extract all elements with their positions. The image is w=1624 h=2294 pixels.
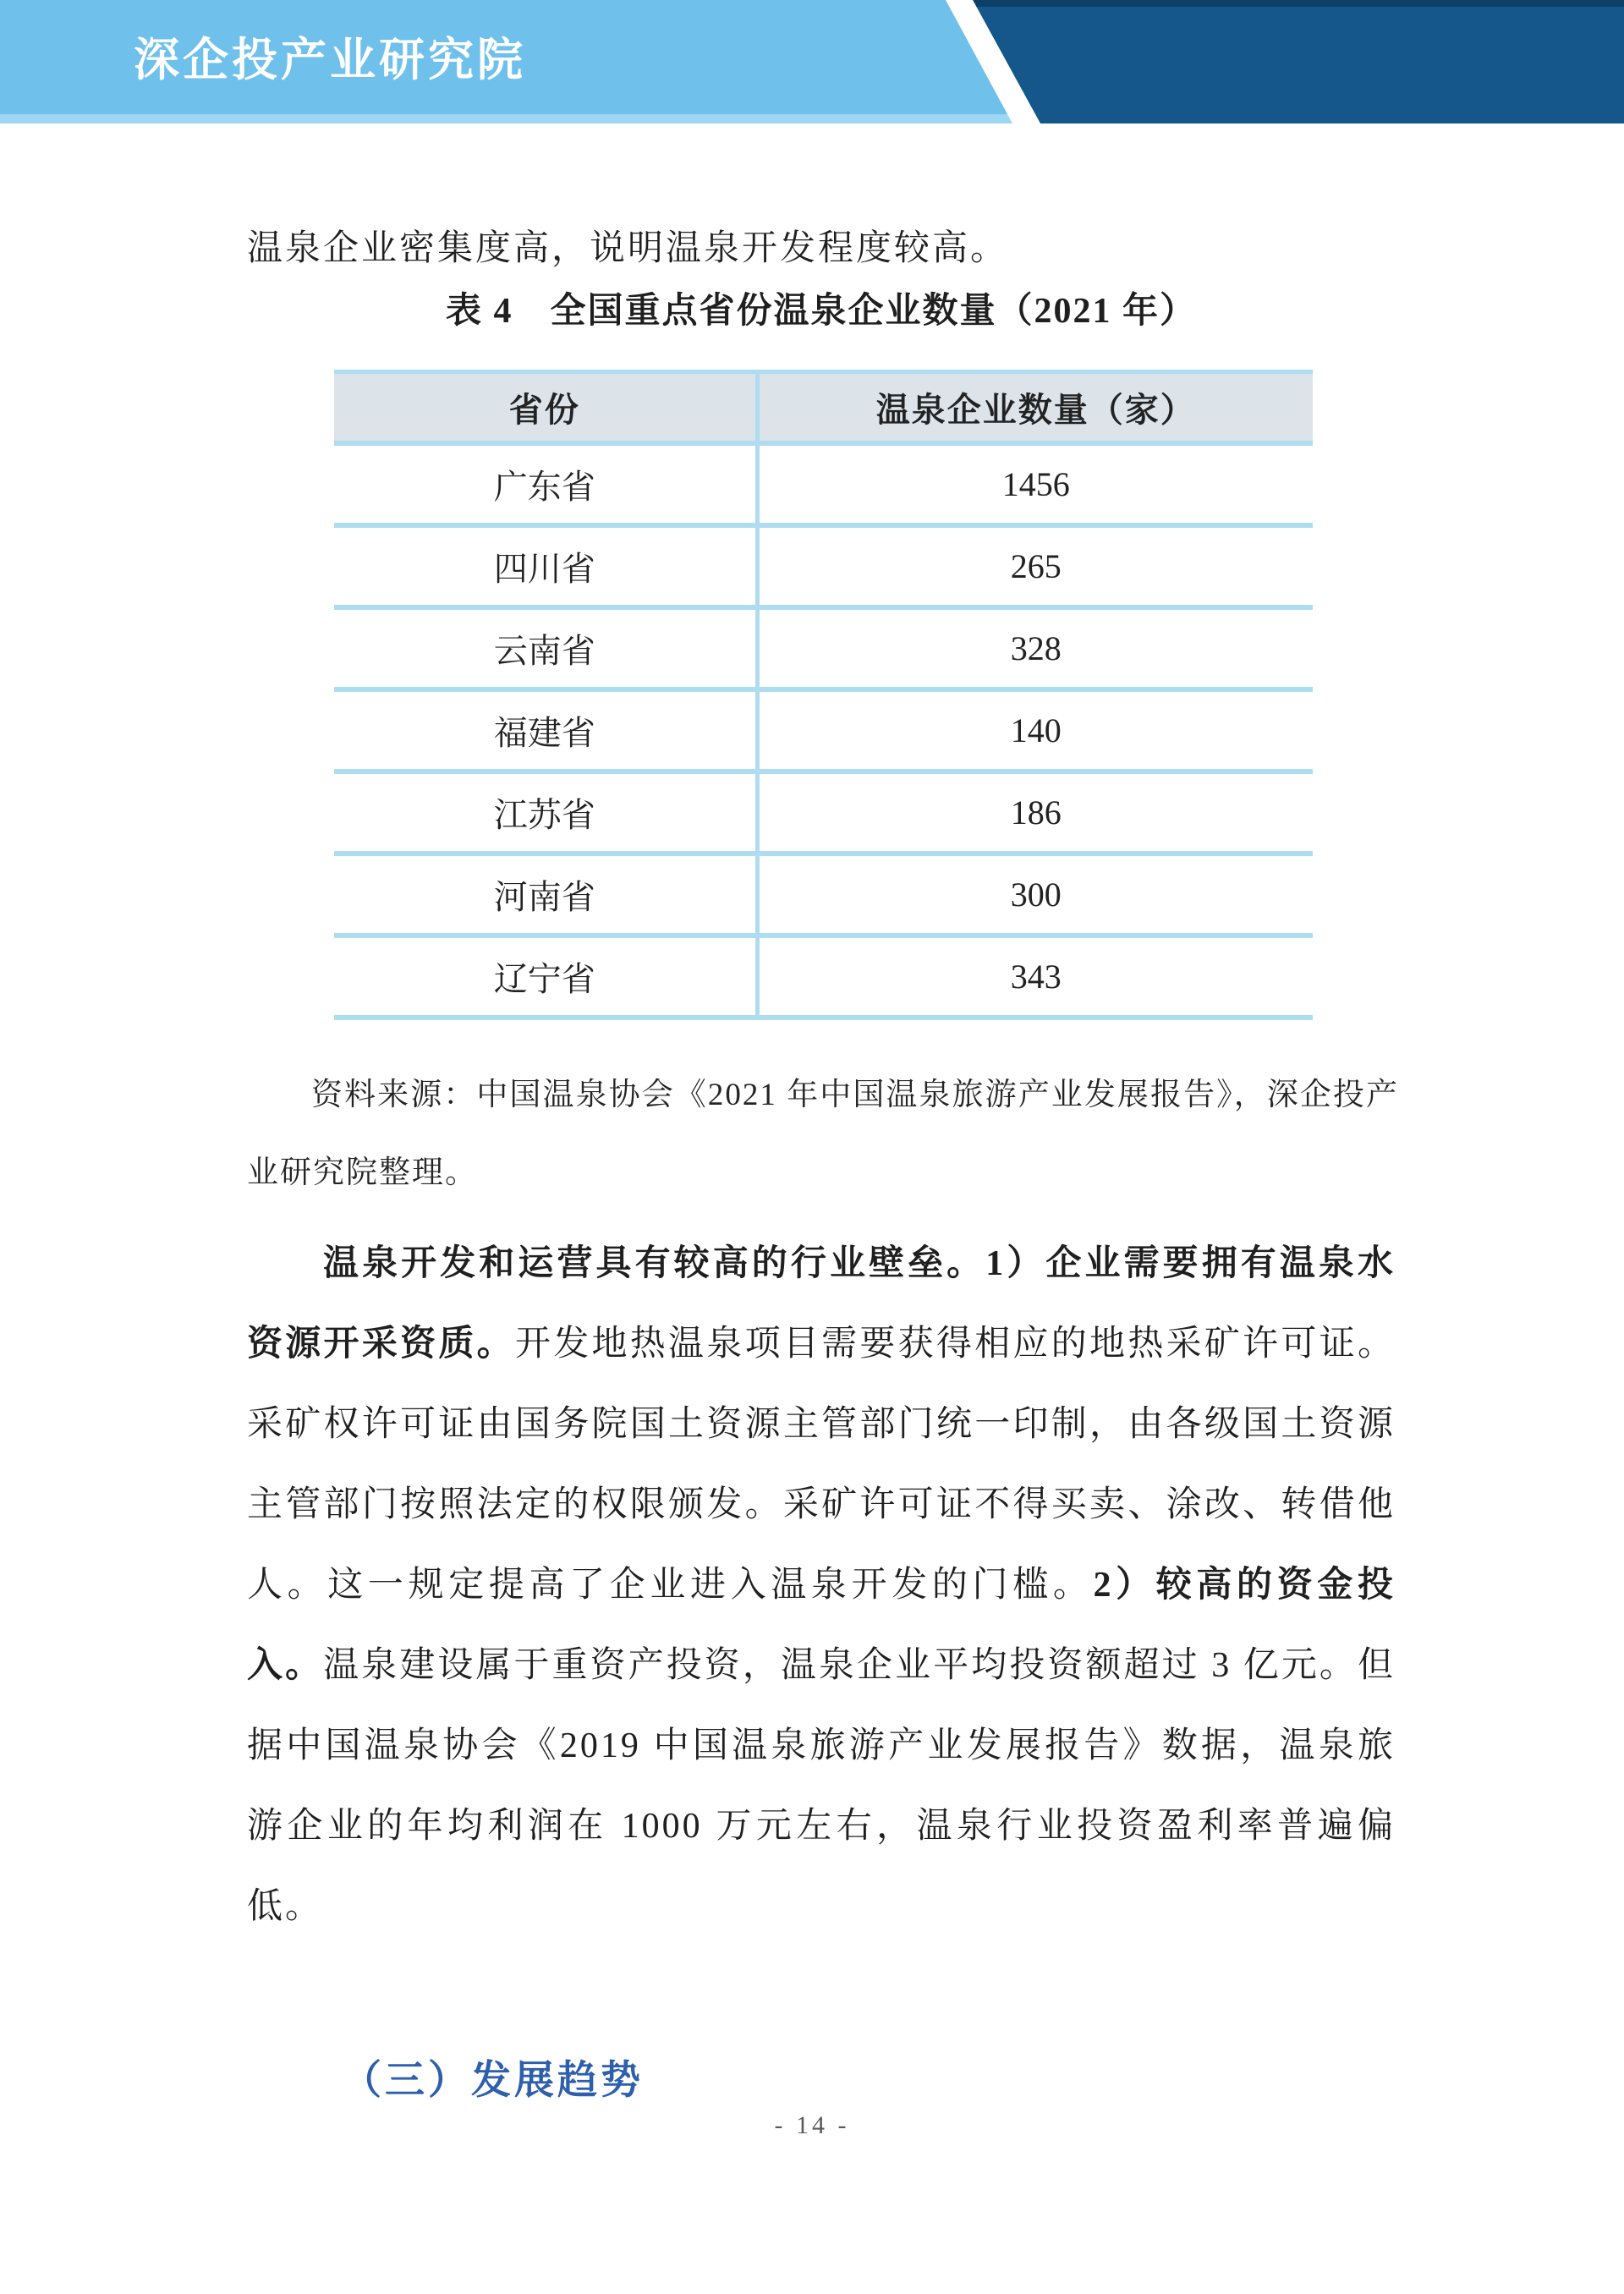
table-row bbox=[334, 771, 1313, 853]
province-cell: 四川省 bbox=[334, 525, 757, 607]
province-cell: 广东省 bbox=[334, 443, 757, 525]
table-header-row bbox=[334, 372, 1313, 444]
hot-spring-enterprise-table bbox=[334, 370, 1313, 1020]
intro-paragraph: 温泉企业密集度高，说明温泉开发程度较高。 bbox=[247, 229, 1009, 268]
page-footer bbox=[0, 2111, 1624, 2140]
province-cell: 福建省 bbox=[334, 689, 757, 771]
table-row bbox=[334, 607, 1313, 689]
column-header-province: 省份 bbox=[334, 372, 757, 444]
paragraph-segment: 开发地热温泉项目需要获得相应的地热采矿许可证。采矿权许可证由国务院国土资源主管部门统一印制，由各级国土资源主管部门按照法定的权限颁发。采矿许可证不得买卖、涂改、转借他人。这一规定提高了企业进入温泉开发的门槛。 bbox=[247, 1325, 1396, 1605]
table-source-note: 资料来源：中国温泉协会《2021 年中国温泉旅游产业发展报告》，深企投产业研究院整理。 bbox=[247, 1078, 1399, 1190]
count-cell: 343 bbox=[757, 936, 1313, 1018]
section-heading: （三）发展趋势 bbox=[342, 2059, 644, 2103]
brand-title: 深企投产业研究院 bbox=[134, 35, 526, 85]
paragraph-segment-bold: 2）较高的资金投入。 bbox=[247, 1566, 1396, 1685]
paragraph-segment-bold: 温泉开发和运营具有较高的行业壁垒。1）企业需要拥有温泉水资源开采资质。 bbox=[247, 1244, 1396, 1364]
province-cell: 江苏省 bbox=[334, 771, 757, 853]
count-cell: 1456 bbox=[757, 443, 1313, 525]
table-row bbox=[334, 525, 1313, 607]
province-cell: 河南省 bbox=[334, 853, 757, 936]
page-header bbox=[0, 0, 1624, 123]
table-title: 表 4 全国重点省份温泉企业数量（2021 年） bbox=[445, 292, 1197, 331]
table-row bbox=[334, 443, 1313, 525]
count-cell: 140 bbox=[757, 689, 1313, 771]
page-number: - 14 - bbox=[774, 2111, 850, 2139]
count-cell: 186 bbox=[757, 771, 1313, 853]
header-corner-decoration bbox=[930, 0, 1624, 123]
table-row bbox=[334, 689, 1313, 771]
body-paragraph bbox=[247, 1224, 1396, 1947]
count-cell: 265 bbox=[757, 525, 1313, 607]
table-row bbox=[334, 853, 1313, 936]
corner-banner-shape bbox=[930, 0, 1624, 123]
count-cell: 328 bbox=[757, 607, 1313, 689]
province-cell: 辽宁省 bbox=[334, 936, 757, 1018]
column-header-count: 温泉企业数量（家） bbox=[757, 372, 1313, 444]
table-row bbox=[334, 936, 1313, 1018]
count-cell: 300 bbox=[757, 853, 1313, 936]
province-cell: 云南省 bbox=[334, 607, 757, 689]
paragraph-segment: 温泉建设属于重资产投资，温泉企业平均投资额超过 3 亿元。但据中国温泉协会《2019 中国温泉旅游产业发展报告》数据，温泉旅游企业的年均利润在 1000 万元左右，温泉行业投资盈利率普遍偏低。 bbox=[247, 1646, 1396, 1926]
